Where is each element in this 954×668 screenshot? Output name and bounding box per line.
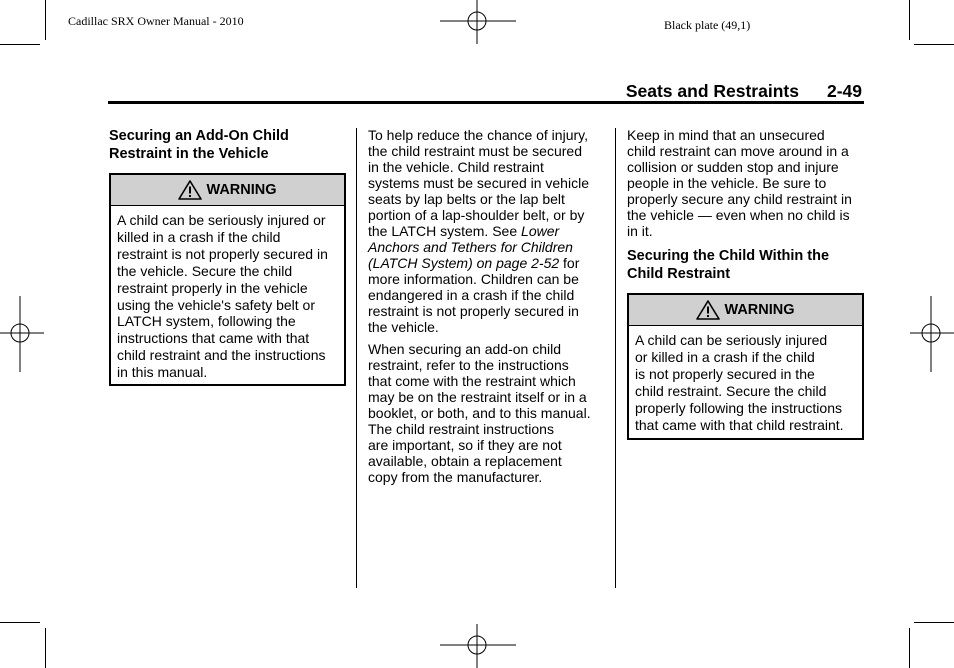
registration-mark-right	[910, 296, 954, 372]
plate-label: Black plate (49,1)	[664, 18, 751, 32]
warning-text: A child can be seriously injured or killed in a crash if the child restraint is not properly secured in the vehicle. Secure the child restraint properly in the vehicle using the vehicle's safety belt or LATCH system, following the instructions that came with that child restraint and the instructions in this manual.	[117, 212, 328, 381]
crop-mark	[914, 44, 954, 45]
paragraph: To help reduce the chance of injury, the child restraint must be secured in the vehicle. Child restraint systems must be secured in vehicle seats by lap belts or the lap belt portion of a lap-shoulder belt, or by the LATCH system. See Lower Anchors and Tethers for Children (LATCH System) on page 2-52 for more information. Children can be endangered in a crash if the child restraint is not properly secured in the vehicle.	[368, 127, 608, 335]
warning-icon	[696, 300, 720, 320]
registration-mark-left	[0, 296, 44, 372]
section-title: Seats and Restraints	[625, 81, 799, 101]
warning-box	[627, 293, 864, 440]
paragraph: When securing an add-on child restraint, refer to the instructions that come with the restraint which may be on the restraint itself or in a booklet, or both, and to this manual. The child restraint instructions are important, so if they are not available, obtain a replacement copy from the manufacturer.	[368, 341, 591, 485]
column-1	[109, 127, 346, 386]
crop-mark	[909, 0, 910, 40]
warning-box	[109, 173, 346, 386]
column-3	[627, 127, 864, 440]
registration-mark-bottom	[440, 624, 516, 668]
cross-reference-link[interactable]: Lower	[521, 223, 560, 239]
warning-text: A child can be seriously injured or killed in a crash if the child is not properly secured in the child restraint. Secure the child properly following the instructions that came with that child restraint.	[635, 332, 844, 433]
crop-mark	[0, 622, 40, 623]
crop-mark	[914, 622, 954, 623]
subheading: Securing an Add-On Child Restraint in the Vehicle	[109, 128, 289, 162]
manual-title: Cadillac SRX Owner Manual - 2010	[68, 14, 244, 28]
section-heading	[626, 80, 862, 102]
paragraph: Keep in mind that an unsecured child restraint can move around in a collision or sudden stop and injure people in the vehicle. Be sure to properly secure any child restraint in the vehicle — even when no child is in it.	[627, 127, 852, 239]
column-2	[368, 127, 608, 491]
warning-icon	[178, 180, 202, 200]
cross-reference-link[interactable]: (LATCH System) on page 2-52	[368, 255, 560, 271]
crop-mark	[0, 44, 40, 45]
column-divider	[615, 128, 616, 588]
warning-label: WARNING	[724, 302, 795, 318]
crop-mark	[45, 628, 46, 668]
column-divider	[356, 128, 357, 588]
warning-label: WARNING	[206, 182, 277, 198]
crop-mark	[909, 628, 910, 668]
page-number: 2-49	[826, 81, 862, 101]
header-rule	[108, 101, 864, 104]
cross-reference-link[interactable]: Anchors and Tethers for Children	[368, 239, 573, 255]
warning-header	[111, 175, 344, 206]
warning-header	[629, 295, 862, 326]
subheading: Securing the Child Within the Child Restraint	[627, 248, 830, 282]
crop-mark	[45, 0, 46, 40]
registration-mark-top	[440, 0, 516, 44]
